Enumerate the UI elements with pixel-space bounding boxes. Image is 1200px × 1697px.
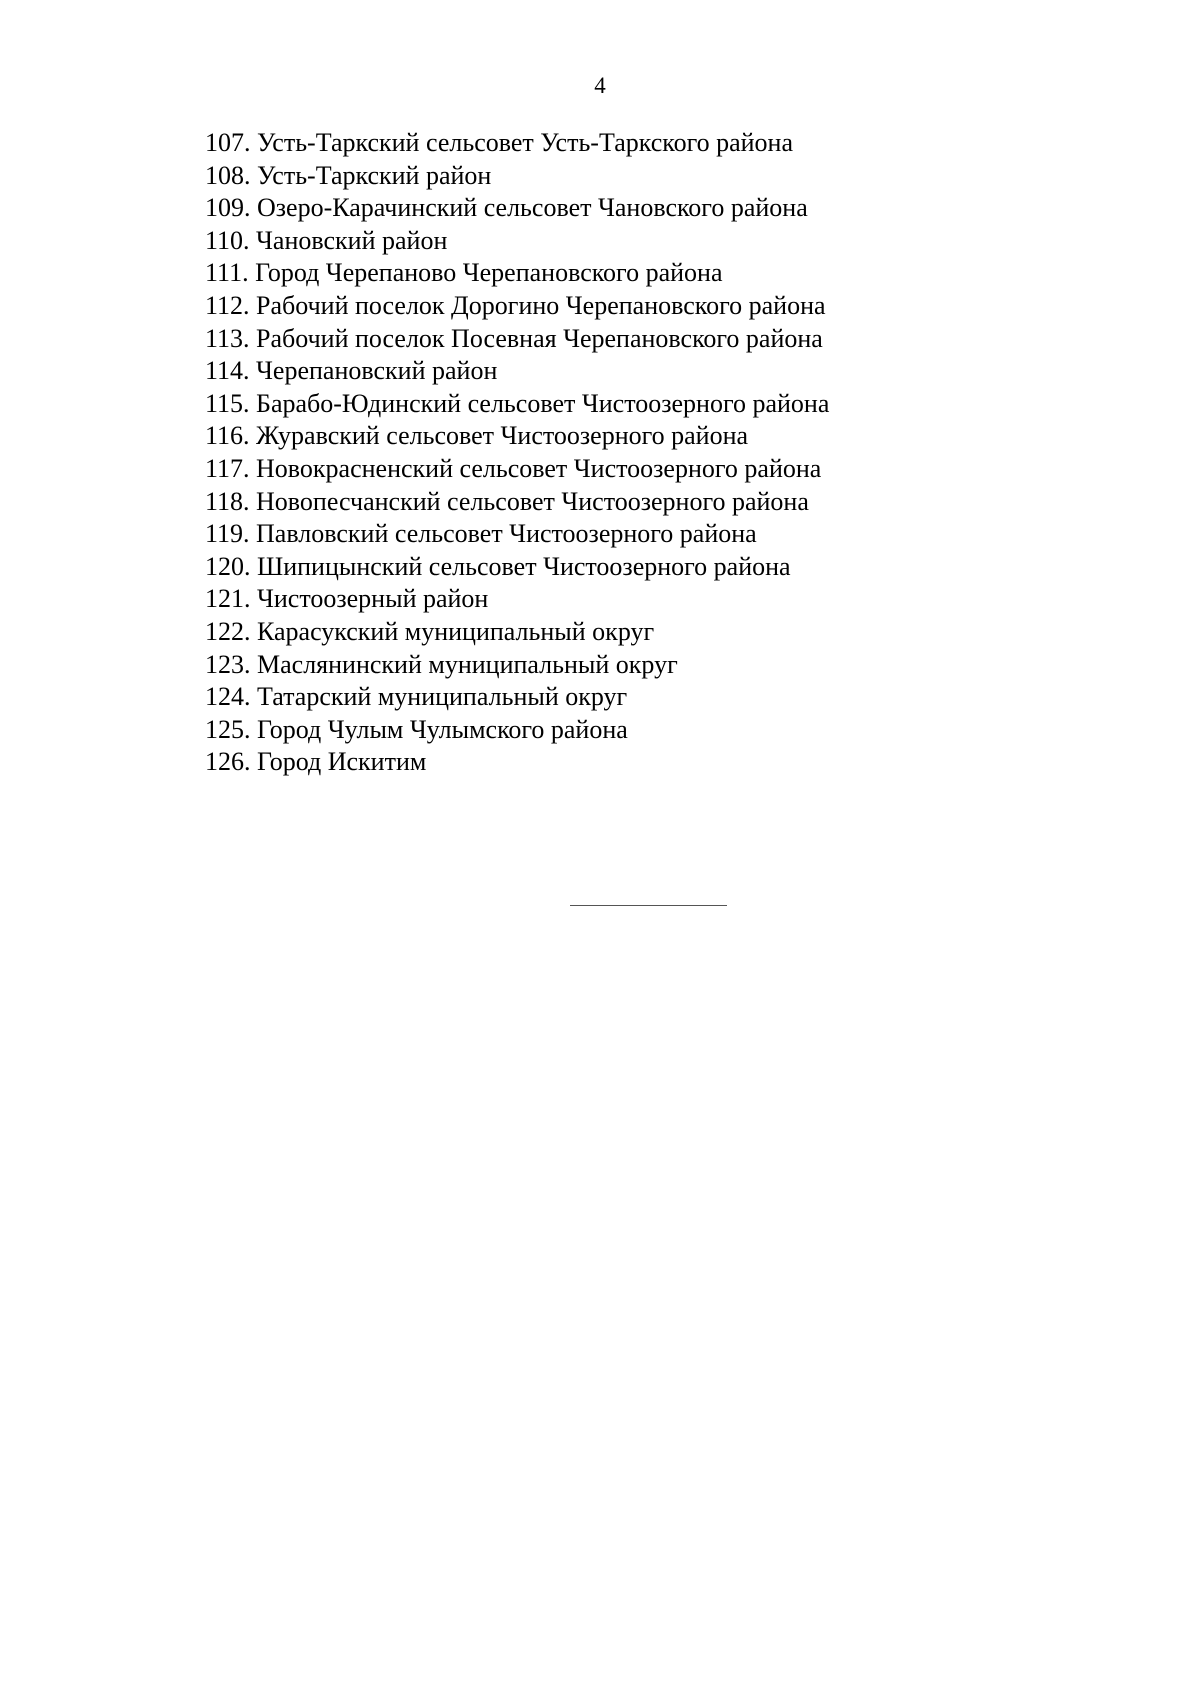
list-item: 109. Озеро-Карачинский сельсовет Чановского района [205,193,808,223]
items-list [205,127,829,779]
list-item: 126. Город Искитим [205,747,427,777]
list-item: 117. Новокрасненский сельсовет Чистоозерного района [205,453,822,483]
list-item: 115. Барабо-Юдинский сельсовет Чистоозерного района [205,388,830,418]
list-item: 119. Павловский сельсовет Чистоозерного района [205,519,757,549]
list-item: 111. Город Черепаново Черепановского района [205,258,723,288]
list-item: 125. Город Чулым Чулымского района [205,714,628,744]
list-item: 108. Усть-Таркский район [205,160,492,190]
list-item: 113. Рабочий поселок Посевная Черепановского района [205,323,823,353]
list-item: 114. Черепановский район [205,356,498,386]
list-item: 124. Татарский муниципальный округ [205,682,628,712]
list-item: 121. Чистоозерный район [205,584,489,614]
list-item: 112. Рабочий поселок Дорогино Черепановского района [205,290,826,320]
list-item: 118. Новопесчанский сельсовет Чистоозерного района [205,486,809,516]
list-item: 122. Карасукский муниципальный округ [205,616,655,646]
end-divider [570,905,727,906]
list-item: 123. Маслянинский муниципальный округ [205,649,678,679]
list-item: 107. Усть-Таркский сельсовет Усть-Таркского района [205,128,793,157]
list-item: 110. Чановский район [205,225,448,255]
page-number: 4 [594,73,606,98]
list-item: 120. Шипицынский сельсовет Чистоозерного района [205,551,791,581]
list-item: 116. Журавский сельсовет Чистоозерного района [205,421,749,451]
